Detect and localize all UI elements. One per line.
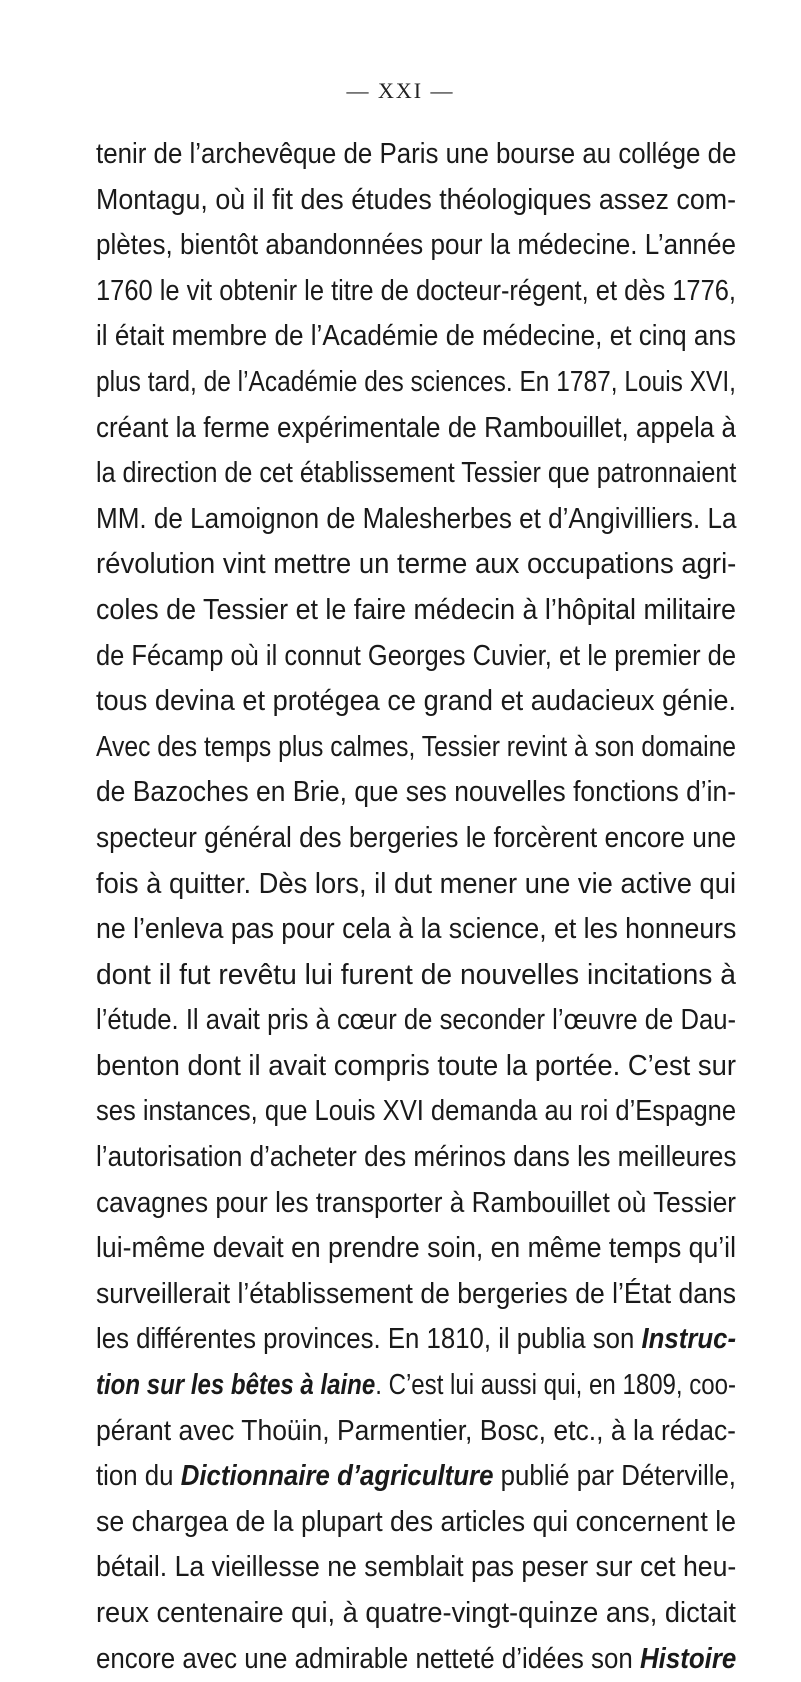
text-line: de Bazoches en Brie, que ses nouvelles fonctions d’in- bbox=[96, 776, 737, 809]
text-line: reux centenaire qui, à quatre-vingt-quinze ans, dictait bbox=[96, 1597, 736, 1629]
text-line: révolution vint mettre un terme aux occupations agri- bbox=[96, 548, 737, 581]
text-line: encore avec une admirable netteté d’idées son Histoire bbox=[96, 1642, 737, 1675]
italic-title: tion sur les bêtes à laine bbox=[96, 1369, 376, 1402]
text-line: surveillerait l’établissement de bergeries de l’État dans bbox=[96, 1277, 737, 1310]
text-line: créant la ferme expérimentale de Rambouillet, appela à bbox=[96, 411, 736, 444]
body-text bbox=[96, 132, 736, 1682]
text-line: Avec des temps plus calmes, Tessier revint à son domaine bbox=[96, 730, 737, 763]
text-line: MM. de Lamoignon de Malesherbes et d’Angivilliers. La bbox=[96, 502, 737, 535]
text-line: tous devina et protégea ce grand et audacieux génie. bbox=[96, 685, 737, 718]
text-line: pérant avec Thoüin, Parmentier, Bosc, etc., à la rédac- bbox=[96, 1414, 737, 1447]
text-line: la direction de cet établissement Tessier que patronnaient bbox=[96, 457, 737, 490]
text-line: dont il fut revêtu lui furent de nouvelles incitations à bbox=[96, 958, 736, 991]
italic-title: Dictionnaire d’agriculture bbox=[180, 1460, 494, 1493]
running-head-page-number: — XXI — bbox=[346, 78, 455, 103]
text-line: il était membre de l’Académie de médecine, et cinq ans bbox=[96, 320, 736, 353]
text-line: l’étude. Il avait pris à cœur de seconder l’œuvre de Dau- bbox=[96, 1004, 737, 1037]
text-line: plètes, bientôt abandonnées pour la médecine. L’année bbox=[96, 229, 736, 262]
italic-title: Instruc- bbox=[641, 1323, 737, 1356]
text-line: les différentes provinces. En 1810, il publia son Instruc- bbox=[96, 1323, 737, 1356]
text-line: coles de Tessier et le faire médecin à l’hôpital militaire bbox=[96, 593, 737, 626]
text-line: se chargea de la plupart des articles qui concernent le bbox=[96, 1505, 737, 1538]
text-line: bétail. La vieillesse ne semblait pas peser sur cet heu- bbox=[96, 1551, 737, 1584]
text-line: ses instances, que Louis XVI demanda au roi d’Espagne bbox=[96, 1095, 737, 1128]
text-line: specteur général des bergeries le forcèrent encore une bbox=[96, 821, 737, 854]
italic-title: Histoire bbox=[639, 1642, 737, 1675]
text-line: plus tard, de l’Académie des sciences. En 1787, Louis XVI, bbox=[96, 365, 736, 398]
text-line: de Fécamp où il connut Georges Cuvier, et le premier de bbox=[96, 639, 736, 672]
text-line: tion sur les bêtes à laine. C’est lui aussi qui, en 1809, coo- bbox=[96, 1369, 737, 1402]
text-line: 1760 le vit obtenir le titre de docteur-régent, et dès 1776, bbox=[96, 274, 736, 307]
text-line: fois à quitter. Dès lors, il dut mener une vie active qui bbox=[96, 867, 737, 900]
text-line: l’autorisation d’acheter des mérinos dans les meilleures bbox=[96, 1141, 737, 1174]
text-line: ne l’enleva pas pour cela à la science, et les honneurs bbox=[96, 913, 737, 946]
text-line: benton dont il avait compris toute la portée. C’est sur bbox=[96, 1049, 736, 1082]
text-line: lui-même devait en prendre soin, en même temps qu’il bbox=[96, 1232, 736, 1265]
text-line: Montagu, où il fit des études théologiques assez com- bbox=[96, 183, 737, 216]
text-line: tenir de l’archevêque de Paris une bourse au collége de bbox=[96, 138, 737, 170]
text-line: cavagnes pour les transporter à Rambouillet où Tessier bbox=[96, 1186, 737, 1219]
text-line: tion du Dictionnaire d’agriculture publié par Déterville, bbox=[96, 1460, 736, 1493]
